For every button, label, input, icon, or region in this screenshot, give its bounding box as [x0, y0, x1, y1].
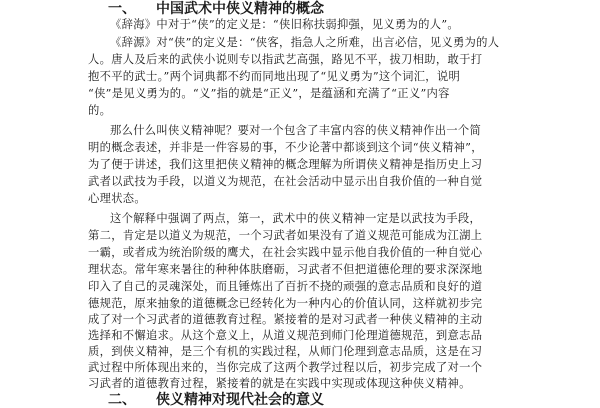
- paragraph-line: 那么什么叫侠义精神呢？要对一个包含了丰富内容的侠义精神作出一个简: [110, 124, 482, 137]
- paragraph-line: 德规范，原来抽象的道德概念已经转化为一种内心的价值认同，这样就初步完: [88, 297, 483, 310]
- section-title: 侠义精神对现代社会的意义: [156, 392, 324, 408]
- section-heading-1: [108, 1, 324, 17]
- section-number: 二、: [108, 392, 136, 408]
- paragraph-line: 一霸，或者成为统治阶级的鹰犬，在社会实践中显示他自我价值的一种自觉心: [88, 246, 483, 259]
- paragraph-line: 人。唐人及后来的武侠小说则专以指武艺高强，路见不平，拔刀相助，敢于打: [88, 53, 483, 66]
- paragraph-line: 明的概念表述，并非是一件容易的事，不少论著中都谈到这个词“侠义精神”，: [88, 141, 483, 154]
- paragraph-line: 武过程中所体现出来的，当你完成了这两个教学过程以后，初步完成了对一个: [88, 361, 483, 374]
- section-heading-2: [108, 392, 324, 408]
- paragraph-line: 抱不平的武士。”两个词典都不约而同地出现了“见义勇为”这个词汇，说明: [88, 70, 461, 83]
- paragraph-line: 习武者的道德教育过程，紧接着的就是在实践中实现或体现这种侠义精神。: [88, 377, 471, 390]
- paragraph-line: 印入了自己的灵魂深处，而且锤炼出了百折不挠的顽强的意志品质和良好的道: [88, 280, 483, 293]
- paragraph-line: 武者以武技为手段，以道义为规范，在社会活动中显示出自我价值的一种自觉: [88, 175, 483, 188]
- section-title: 中国武术中侠义精神的概念: [156, 1, 324, 17]
- paragraph-line: 理状态。常年寒来暑往的种种体肤磨砺，习武者不但把道德伦理的要求深深地: [88, 263, 483, 276]
- paragraph-line: “侠”是见义勇为的。“义”指的就是“正义”，是蕴涵和充满了“正义”内容: [88, 87, 450, 100]
- section-number: 一、: [108, 1, 136, 17]
- paragraph-line: 选择和不懈追求。从这个意义上，从道义规范到师门伦理道德规范，到意志品: [88, 329, 483, 342]
- paragraph-line: 《辞海》中对于“侠”的定义是：“侠旧称扶弱抑强，见义勇为的人”。: [110, 18, 460, 31]
- paragraph-line: 心理状态。: [88, 192, 146, 205]
- paragraph-line: 为了便于讲述，我们这里把侠义精神的概念理解为所谓侠义精神是指历史上习: [88, 158, 483, 171]
- paragraph-line: 成了对一个习武者的道德教育过程。紧接着的是对习武者一种侠义精神的主动: [88, 313, 483, 326]
- paragraph-line: 的。: [88, 104, 112, 117]
- paragraph-line: 这个解释中强调了两点，第一，武术中的侠义精神一定是以武技为手段，: [110, 212, 482, 225]
- paragraph-line: 第二，肯定是以道义为规范，一个习武者如果没有了道义规范可能成为江湖上: [88, 229, 483, 242]
- paragraph-line: 《辞源》对“侠”的定义是：“侠客，指急人之所难，出言必信，见义勇为的人: [110, 36, 500, 49]
- paragraph-line: 质，到侠义精神，是三个有机的实践过程，从师门伦理到意志品质，这是在习: [88, 345, 483, 358]
